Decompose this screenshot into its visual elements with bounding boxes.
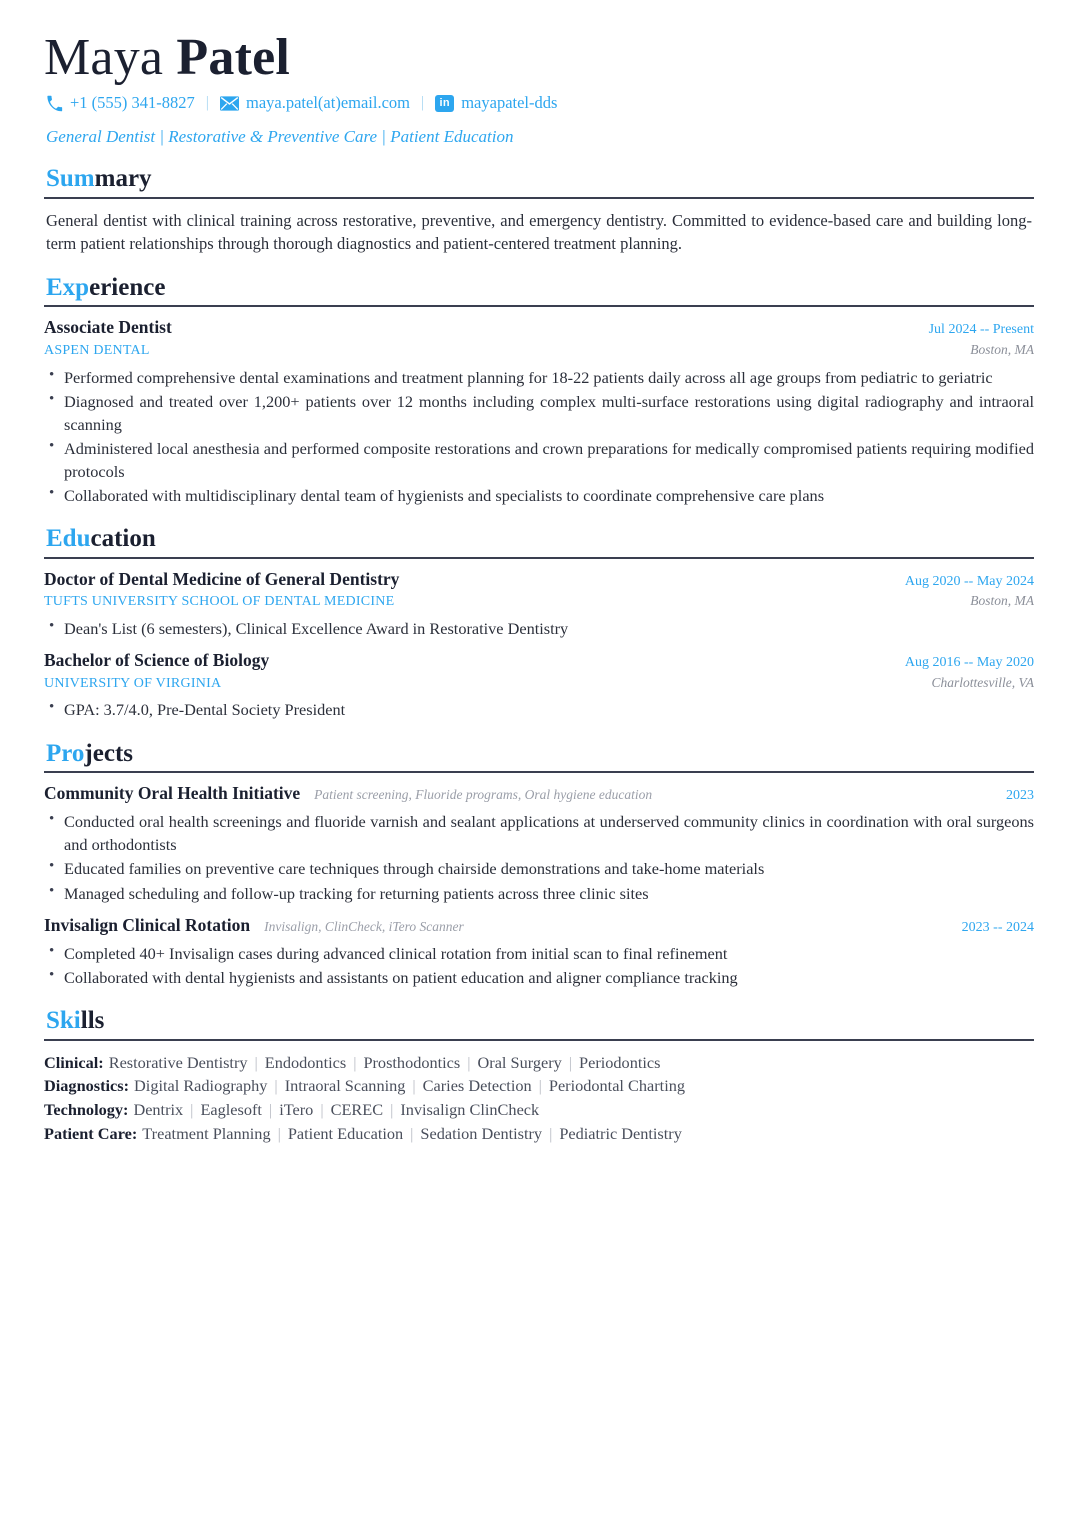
section-divider [44, 771, 1034, 773]
education-entry [44, 650, 1034, 721]
section-title-rest: erience [89, 273, 166, 301]
section-projects [44, 740, 1034, 989]
skill-row [44, 1074, 1034, 1098]
section-divider [44, 305, 1034, 307]
skill-separator: | [320, 1099, 324, 1119]
summary-text: General dentist with clinical training across restorative, preventive, and emergency dentistry. Committed to evidence-based care and building long-term patient relationships through thorough diagnostics and patient-centered treatment planning. [46, 210, 1032, 254]
skill-item: Patient Education [287, 1123, 404, 1143]
skill-separator: | [277, 1123, 281, 1143]
project-tech: Patient screening, Fluoride programs, Oral hygiene education [314, 787, 653, 803]
skill-item: Sedation Dentistry [420, 1123, 543, 1143]
contact-linkedin[interactable] [435, 93, 557, 113]
skill-row [44, 1122, 1034, 1146]
job-bullets [44, 366, 1034, 508]
linkedin-handle: mayapatel-dds [461, 93, 558, 113]
job-title: Associate Dentist [44, 317, 172, 338]
skill-item: iTero [279, 1099, 314, 1119]
project-entry [44, 783, 1034, 904]
education-entry [44, 569, 1034, 640]
entry-subheader [44, 341, 1034, 361]
degree-title: Doctor of Dental Medicine of General Dentistry [44, 569, 400, 590]
skill-item: CEREC [330, 1099, 384, 1119]
first-name: Maya [44, 29, 164, 86]
skill-items [133, 1100, 539, 1119]
section-title-rest: jects [84, 739, 133, 767]
section-title-experience [46, 274, 1034, 303]
entry-subheader [44, 674, 1034, 694]
skill-separator: | [390, 1099, 394, 1119]
project-date: 2023 -- 2024 [961, 919, 1034, 935]
project-header [44, 915, 1034, 937]
skill-separator: | [190, 1099, 194, 1119]
skill-item: Periodontal Charting [548, 1076, 685, 1096]
list-item: • Collaborated with multidisciplinary dental team of hygienists and specialists to coordinate comprehensive care plans [44, 484, 1034, 507]
skill-row [44, 1098, 1034, 1122]
project-title-group [44, 915, 464, 937]
section-title-education [46, 525, 1034, 554]
job-location: Boston, MA [970, 341, 1034, 357]
section-title-rest: mary [94, 165, 152, 193]
skill-item: Dentrix [133, 1099, 184, 1119]
project-name: Invisalign Clinical Rotation [44, 914, 251, 935]
skill-items [109, 1053, 661, 1072]
skill-separator: | [412, 1076, 416, 1096]
skill-item: Prosthodontics [363, 1052, 461, 1072]
contact-separator-1: | [205, 94, 209, 112]
section-education [44, 525, 1034, 721]
section-title-accent: Ski [46, 1006, 81, 1034]
skill-separator: | [538, 1076, 542, 1096]
contact-separator-2: | [421, 94, 425, 112]
project-header [44, 783, 1034, 805]
skill-item: Intraoral Scanning [284, 1076, 406, 1096]
section-title-summary [46, 165, 1034, 194]
section-title-accent: Edu [46, 525, 91, 553]
list-item: • Educated families on preventive care techniques through chairside demonstrations and take-home materials [44, 857, 1034, 880]
section-title-projects [46, 740, 1034, 769]
skill-item: Oral Surgery [477, 1052, 562, 1072]
resume-header [44, 30, 1034, 147]
list-item: • GPA: 3.7/4.0, Pre-Dental Society President [44, 698, 1034, 721]
skill-separator: | [353, 1052, 357, 1072]
section-divider [44, 557, 1034, 559]
section-title-accent: Pro [46, 739, 85, 767]
headline-tagline: General Dentist | Restorative & Preventive Care | Patient Education [46, 127, 514, 147]
section-divider [44, 1039, 1034, 1041]
last-name: Patel [176, 29, 291, 86]
skill-item: Treatment Planning [142, 1123, 271, 1143]
project-name: Community Oral Health Initiative [44, 783, 301, 804]
skill-item: Restorative Dentistry [108, 1052, 248, 1072]
email-address: maya.patel(at)email.com [246, 93, 411, 113]
list-item: • Completed 40+ Invisalign cases during advanced clinical rotation from initial scan to final refinement [44, 942, 1034, 965]
list-item: • Diagnosed and treated over 1,200+ patients over 12 months including complex multi-surface restorations using digital radiography and intraoral scanning [44, 390, 1034, 436]
experience-entry [44, 317, 1034, 507]
list-item: • Collaborated with dental hygienists and assistants on patient education and aligner compliance tracking [44, 966, 1034, 989]
education-bullets [44, 617, 1034, 640]
list-item: • Administered local anesthesia and performed composite restorations and crown preparations for medically compromised patients requiring modified protocols [44, 437, 1034, 483]
phone-icon [46, 95, 63, 112]
skill-item: Eaglesoft [200, 1099, 262, 1119]
school-location: Charlottesville, VA [931, 674, 1034, 690]
entry-subheader [44, 592, 1034, 612]
skill-separator: | [467, 1052, 471, 1072]
skill-items [142, 1124, 682, 1143]
skill-separator: | [254, 1052, 258, 1072]
skill-item: Digital Radiography [134, 1076, 268, 1096]
project-bullets [44, 810, 1034, 905]
entry-header [44, 569, 1034, 591]
project-entry [44, 915, 1034, 989]
school-name: UNIVERSITY OF VIRGINIA [44, 675, 222, 691]
envelope-icon [220, 96, 239, 111]
section-experience [44, 274, 1034, 508]
skill-separator: | [568, 1052, 573, 1072]
skill-items [134, 1076, 685, 1095]
skill-category-label: Patient Care: [44, 1123, 138, 1143]
list-item: • Dean's List (6 semesters), Clinical Excellence Award in Restorative Dentistry [44, 617, 1034, 640]
contact-row [46, 91, 1034, 115]
degree-date: Aug 2020 -- May 2024 [904, 574, 1034, 590]
section-title-accent: Exp [46, 273, 90, 301]
entry-header [44, 317, 1034, 339]
section-title-accent: Sum [46, 165, 95, 193]
phone-number: +1 (555) 341-8827 [70, 93, 195, 113]
skill-category-label: Technology: [44, 1099, 129, 1119]
section-summary [44, 165, 1034, 256]
section-skills [44, 1007, 1034, 1145]
skill-category-label: Clinical: [44, 1052, 104, 1072]
section-title-rest: cation [90, 525, 156, 553]
job-company: ASPEN DENTAL [44, 342, 150, 358]
section-title-rest: lls [80, 1006, 105, 1034]
entry-header [44, 650, 1034, 672]
job-date: Jul 2024 -- Present [928, 322, 1034, 338]
skill-separator: | [274, 1076, 278, 1096]
skill-item: Invisalign ClinCheck [400, 1099, 540, 1119]
section-title-skills [46, 1007, 1034, 1036]
skills-list [44, 1051, 1034, 1146]
page-title [44, 30, 1034, 85]
skill-item: Periodontics [579, 1052, 661, 1072]
project-tech: Invisalign, ClinCheck, iTero Scanner [264, 918, 464, 934]
skill-separator: | [549, 1123, 553, 1143]
education-bullets [44, 698, 1034, 721]
skill-separator: | [410, 1123, 414, 1143]
contact-phone[interactable] [46, 93, 195, 113]
skill-category-label: Diagnostics: [44, 1076, 130, 1096]
school-name: TUFTS UNIVERSITY SCHOOL OF DENTAL MEDICINE [44, 594, 395, 610]
contact-email[interactable] [220, 93, 410, 113]
skill-item: Caries Detection [422, 1076, 532, 1096]
list-item: • Performed comprehensive dental examinations and treatment planning for 18-22 patients daily across all age groups from pediatric to geriatric [44, 366, 1034, 389]
list-item: • Managed scheduling and follow-up tracking for returning patients across three clinic sites [44, 882, 1034, 905]
project-date: 2023 [1006, 788, 1034, 804]
degree-date: Aug 2016 -- May 2020 [904, 655, 1034, 671]
linkedin-icon: in [435, 95, 454, 112]
degree-title: Bachelor of Science of Biology [44, 650, 270, 671]
skill-item: Endodontics [264, 1052, 347, 1072]
section-divider [44, 197, 1034, 199]
project-bullets [44, 942, 1034, 989]
project-title-group [44, 783, 652, 805]
list-item: • Conducted oral health screenings and fluoride varnish and sealant applications at underserved community clinics in coordination with oral surgeons and orthodontists [44, 810, 1034, 856]
skill-separator: | [268, 1099, 273, 1119]
school-location: Boston, MA [970, 593, 1034, 609]
skill-item: Pediatric Dentistry [559, 1123, 682, 1143]
skill-row [44, 1051, 1034, 1075]
